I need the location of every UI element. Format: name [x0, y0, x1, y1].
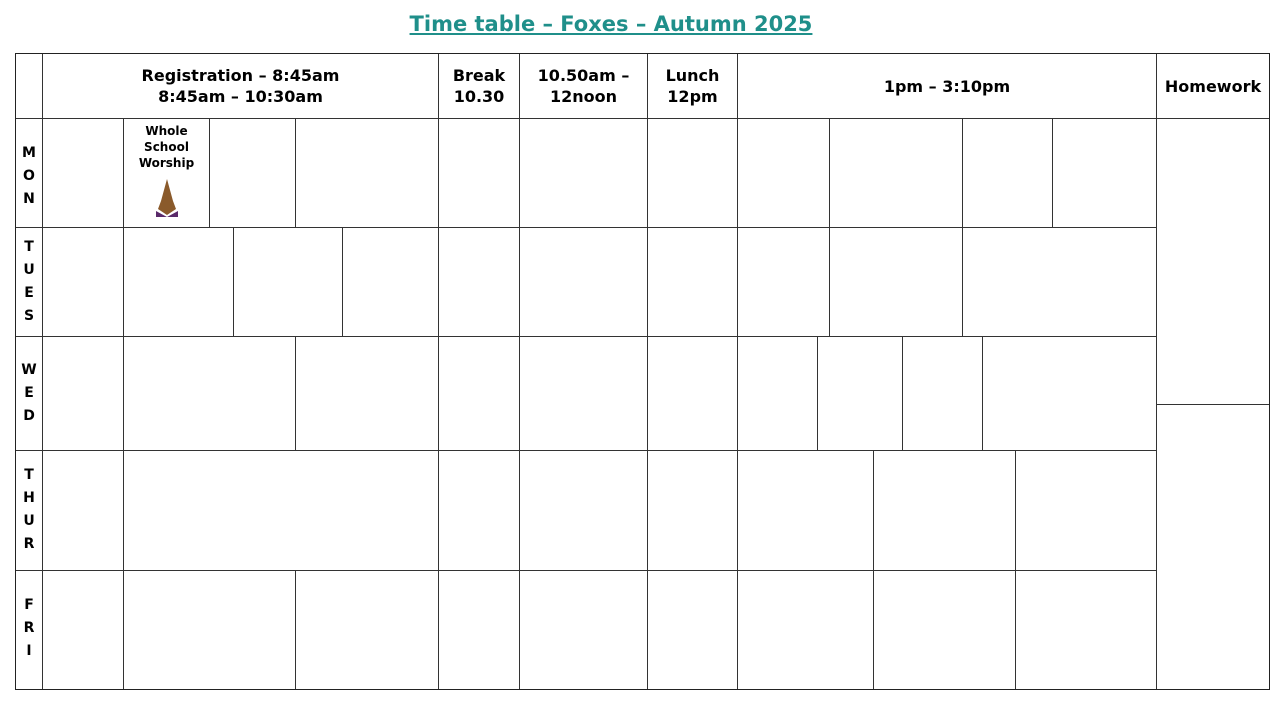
- col-divider: [342, 227, 343, 336]
- col-divider: [829, 227, 830, 336]
- col-divider: [42, 54, 43, 689]
- break-label: Break: [452, 66, 506, 85]
- col-divider: [209, 118, 210, 227]
- afternoon-time: 1pm – 3:10pm: [883, 76, 1011, 96]
- mon-worship: Whole School Worship: [124, 119, 209, 227]
- header-break: [439, 54, 519, 118]
- col-divider: [962, 227, 963, 336]
- col-divider: [1052, 118, 1053, 227]
- col-divider: [962, 118, 963, 227]
- homework-label: Homework: [1164, 76, 1262, 96]
- day-label-mon: M O N: [22, 145, 36, 207]
- header-midmorning: [520, 54, 647, 118]
- lunch-label: Lunch: [665, 66, 720, 85]
- timetable-grid: [15, 53, 1270, 690]
- midmorning-start: 10.50am –: [537, 66, 630, 85]
- day-label-wed: W E D: [21, 362, 37, 424]
- day-label-thu: T H U R: [23, 467, 35, 552]
- page-title: Time table – Foxes – Autumn 2025: [409, 12, 813, 36]
- col-divider: [873, 450, 874, 570]
- header-lunch: [648, 54, 737, 118]
- row-divider: [1156, 404, 1269, 405]
- col-divider: [1156, 54, 1157, 689]
- break-time: 10.30: [453, 87, 505, 106]
- day-label-fri: F R I: [23, 597, 35, 659]
- col-divider: [1015, 570, 1016, 689]
- lunch-time: 12pm: [667, 87, 718, 106]
- col-divider: [295, 336, 296, 450]
- col-divider: [982, 336, 983, 450]
- col-divider: [438, 54, 439, 689]
- morning-time: 8:45am – 10:30am: [158, 87, 323, 106]
- registration-label: Registration – 8:45am: [141, 66, 340, 85]
- col-divider: [295, 570, 296, 689]
- row-divider: [16, 336, 1156, 337]
- row-divider: [16, 450, 1156, 451]
- col-divider: [737, 54, 738, 689]
- col-divider: [647, 54, 648, 689]
- header-homework: [1157, 54, 1269, 118]
- header-registration: [43, 54, 438, 118]
- row-divider: [16, 570, 1156, 571]
- day-label-tue: T U E S: [23, 239, 35, 324]
- col-divider: [873, 570, 874, 689]
- midmorning-end: 12noon: [549, 87, 618, 106]
- col-divider: [519, 54, 520, 689]
- col-divider: [295, 118, 296, 227]
- col-divider: [829, 118, 830, 227]
- row-divider: [16, 227, 1156, 228]
- praying-hands-icon: [124, 175, 209, 219]
- col-divider: [817, 336, 818, 450]
- col-divider: [1015, 450, 1016, 570]
- col-divider: [902, 336, 903, 450]
- header-afternoon: [738, 54, 1156, 118]
- col-divider: [233, 227, 234, 336]
